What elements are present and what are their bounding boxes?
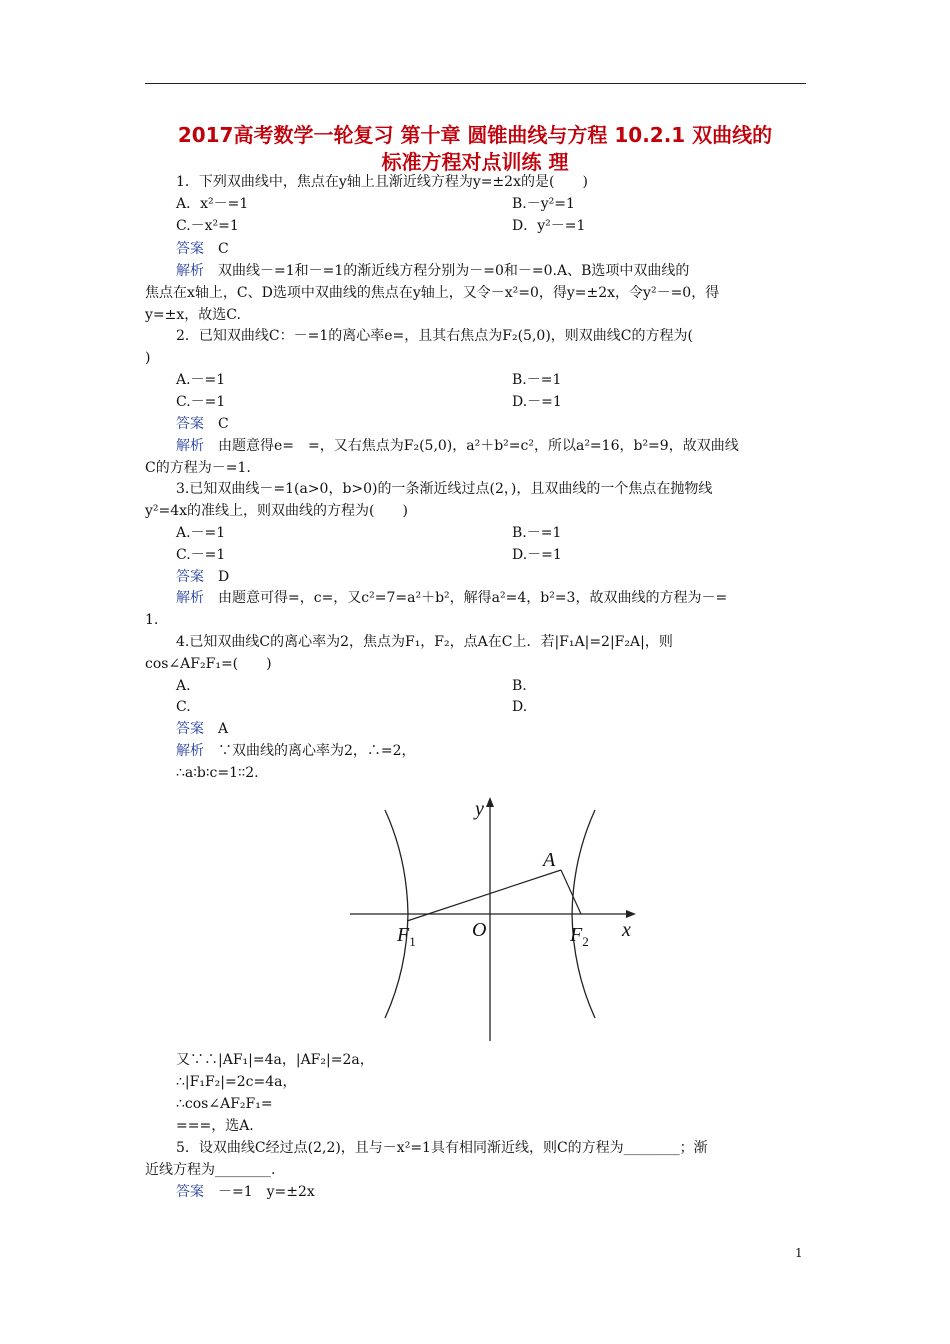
- document-title-line2: 标准方程对点训练 理: [381, 150, 569, 174]
- analysis-label: 解析: [176, 590, 204, 606]
- q4-analysis-line2: ∴a∶b∶c=1∶∶2.: [176, 765, 259, 781]
- q4-option-a: A.: [176, 678, 191, 694]
- q2-stem-line1: 2．已知双曲线C：－=1的离心率e=，且其右焦点为F₂(5,0)，则双曲线C的方程为(: [176, 328, 693, 344]
- answer-value: C: [218, 241, 229, 257]
- analysis-label: 解析: [176, 438, 204, 454]
- point-a-label: A: [543, 849, 556, 871]
- q3-stem-line2: y²=4x的准线上，则双曲线的方程为( ): [145, 503, 408, 519]
- q3-stem-line1: 3.已知双曲线－=1(a>0，b>0)的一条渐近线过点(2，)，且双曲线的一个焦点在抛物线: [176, 481, 713, 497]
- q4-stem-line2: cos∠AF₂F₁=( ): [145, 656, 272, 672]
- q2-option-a: A.－=1: [176, 372, 226, 388]
- q4-solution-line4: ===，选A.: [176, 1118, 254, 1134]
- origin-label: O: [472, 919, 487, 941]
- analysis-text: ∵双曲线的离心率为2，∴=2，: [218, 743, 416, 759]
- q3-option-b: B.－=1: [512, 525, 562, 541]
- q3-option-c: C.－=1: [176, 547, 226, 563]
- answer-label: 答案: [176, 569, 204, 585]
- document-title-line1: 2017高考数学一轮复习 第十章 圆锥曲线与方程 10.2.1 双曲线的: [177, 123, 773, 147]
- q5-answer: [176, 1183, 315, 1201]
- q2-answer: [176, 415, 229, 433]
- q4-solution-line1: 又∵∴|AF₁|=4a，|AF₂|=2a，: [176, 1052, 374, 1068]
- answer-value: D: [218, 569, 230, 585]
- focus-f2-label: $F_2$: [570, 924, 589, 949]
- q1-answer: [176, 240, 229, 258]
- q2-option-c: C.－=1: [176, 394, 226, 410]
- answer-label: 答案: [176, 416, 204, 432]
- answer-value: A: [218, 721, 229, 737]
- q3-analysis-line1: [176, 589, 727, 607]
- q4-solution-line2: ∴|F₁F₂|=2c=4a，: [176, 1074, 297, 1090]
- q4-option-d: D.: [512, 699, 528, 715]
- q1-option-c: C.－x²=1: [176, 218, 239, 234]
- page-number: 1: [795, 1246, 803, 1260]
- q5-stem-line1: 5．设双曲线C经过点(2,2)，且与－x²=1具有相同渐近线，则C的方程为________；渐: [176, 1140, 708, 1156]
- q2-stem-line2: ): [145, 350, 151, 366]
- q3-answer: [176, 568, 229, 586]
- q2-analysis-line1: [176, 437, 739, 455]
- q1-option-b: B.－y²=1: [512, 196, 575, 212]
- analysis-label: 解析: [176, 263, 204, 279]
- q1-analysis-line3: y=±x，故选C.: [145, 307, 241, 323]
- q4-stem-line1: 4.已知双曲线C的离心率为2，焦点为F₁，F₂，点A在C上．若|F₁A|=2|F₂A|，则: [176, 634, 673, 650]
- x-axis-label: x: [622, 919, 631, 941]
- q3-option-d: D.－=1: [512, 547, 562, 563]
- q1-option-a: A．x²－=1: [176, 196, 249, 212]
- answer-label: 答案: [176, 1184, 204, 1200]
- q3-analysis-line2: 1.: [145, 612, 159, 628]
- focus-f1-label: $F_1$: [397, 924, 416, 949]
- answer-value: C: [218, 416, 229, 432]
- header-rule: [145, 83, 806, 84]
- q4-option-c: C.: [176, 699, 191, 715]
- q2-option-b: B.－=1: [512, 372, 562, 388]
- q3-option-a: A.－=1: [176, 525, 226, 541]
- analysis-label: 解析: [176, 743, 204, 759]
- q4-answer: [176, 720, 228, 738]
- q4-option-b: B.: [512, 678, 527, 694]
- q2-analysis-line2: C的方程为－=1.: [145, 460, 251, 476]
- answer-value: －=1 y=±2x: [218, 1184, 315, 1200]
- answer-label: 答案: [176, 241, 204, 257]
- q4-solution-line3: ∴cos∠AF₂F₁=: [176, 1096, 273, 1112]
- analysis-text: 双曲线－=1和－=1的渐近线方程分别为－=0和－=0.A、B选项中双曲线的: [218, 263, 690, 279]
- q5-stem-line2: 近线方程为________.: [145, 1162, 276, 1178]
- analysis-text: 由题意可得=，c=，又c²=7=a²＋b²，解得a²=4，b²=3，故双曲线的方程为－=: [218, 590, 728, 606]
- q1-option-d: D．y²－=1: [512, 218, 586, 234]
- q1-analysis-line1: [176, 262, 689, 280]
- q1-stem: 1．下列双曲线中，焦点在y轴上且渐近线方程为y=±2x的是( ): [176, 174, 588, 190]
- q1-analysis-line2: 焦点在x轴上，C、D选项中双曲线的焦点在y轴上，又令－x²=0，得y=±2x，令y²－=0，得: [145, 285, 720, 301]
- y-axis-label: y: [475, 798, 484, 820]
- q2-option-d: D.－=1: [512, 394, 562, 410]
- analysis-text: 由题意得e= =，又右焦点为F₂(5,0)，a²＋b²=c²，所以a²=16，b²=9，故双曲线: [218, 438, 739, 454]
- hyperbola-figure: [345, 783, 647, 1046]
- answer-label: 答案: [176, 721, 204, 737]
- q4-analysis-line1: [176, 742, 416, 760]
